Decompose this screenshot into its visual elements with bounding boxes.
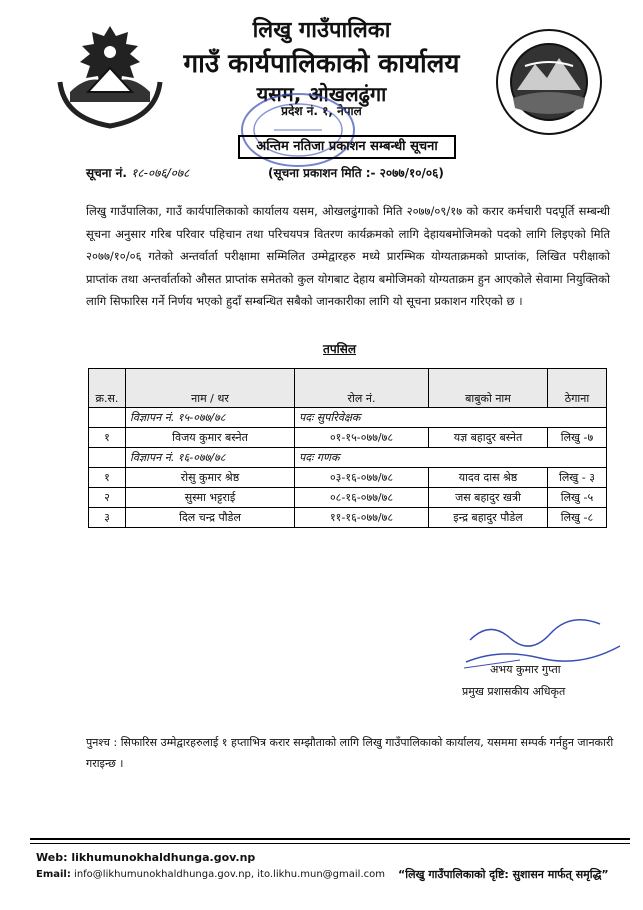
notice-reference (86, 164, 189, 181)
table-row (89, 508, 607, 528)
email-link[interactable]: info@likhumunokhaldhunga.gov.np, ito.likhu.mun@gmail.com (74, 869, 385, 880)
cell-name: दिल चन्द्र पौडेल (126, 508, 295, 528)
table-row (89, 468, 607, 488)
table-row (89, 428, 607, 448)
table-header-row (89, 369, 607, 408)
post-name: पदः सुपरिवेक्षक (295, 408, 607, 428)
cell-father: यादव दास श्रेष्ठ (429, 468, 548, 488)
col-address: ठेगाना (548, 369, 607, 408)
col-serial: क्र.स. (89, 369, 126, 408)
reference-label: सूचना नं. (86, 166, 127, 180)
reference-value: १८-०७६/०७८ (131, 166, 190, 180)
cell-father: जस बहादुर खत्री (429, 488, 548, 508)
postscript-note: पुनश्च : सिफारिस उम्मेद्वारहरुलाई १ हप्ताभित्र करार सम्झौताको लागि लिखु गाउँपालिकाको कार्यालय, यसममा सम्पर्क गर्नहुन जानकारी गराइन्छ । (86, 736, 614, 770)
col-roll: रोल नं. (295, 369, 429, 408)
cell-address: लिखु -७ (548, 428, 607, 448)
cell-address: लिखु - ३ (548, 468, 607, 488)
handwritten-signature-icon (460, 610, 630, 670)
web-label: Web: (36, 851, 68, 864)
signatory-name: अभय कुमार गुप्ता (490, 663, 561, 676)
result-table (88, 368, 607, 528)
cell-serial: ३ (89, 508, 126, 528)
cell-roll: ०३-१६-०७७/७८ (295, 468, 429, 488)
cell-serial: २ (89, 488, 126, 508)
signatory-designation: प्रमुख प्रशासकीय अधिकृत (462, 685, 566, 698)
cell-name: सुस्मा भट्टराई (126, 488, 295, 508)
schedule-heading: तपसिल (323, 342, 357, 356)
cell-address: लिखु -८ (548, 508, 607, 528)
table-row (89, 488, 607, 508)
footer-website (36, 851, 255, 864)
cell-name: रोसु कुमार श्रेष्ठ (126, 468, 295, 488)
office-location: यसम, ओखलढुंगा (256, 82, 387, 106)
web-link[interactable]: likhumunokhaldhunga.gov.np (71, 851, 256, 864)
footer-divider (30, 838, 630, 840)
advert-number: विज्ञापन नं. १५-०७७/७८ (126, 408, 295, 428)
cell-father: यज्ञ बहादुर बस्नेत (429, 428, 548, 448)
notice-body: लिखु गाउँपालिका, गाउँ कार्यपालिकाको कार्यालय यसम, ओखलढुंगाको मिति २०७७/०९/१७ को करार कर्मचारी पदपूर्ति सम्बन्धी सूचना अनुसार गरिब परिवार पहिचान तथा परिचयपत्र वितरण कार्यक्रमको लागि देहायबमोजिमको पदको लागि लिइएको मिति २०७७/१०/०६ गतेको अन्तर्वार्ता परीक्षामा सम्मिलित उम्मेद्वारहरु मध्ये प्रारम्भिक योग्यताक्रमको प्राप्तांक, लिखित परीक्षाको प्राप्तांक तथा अन्तर्वार्ताको औसत प्राप्तांक समेतको कुल योगबाट देहाय बमोजिमको योग्यताक्रम हुन आएकोले सेवामा नियुक्तिको लागि सिफारिस गर्ने निर्णय भएको हुदाँ सम्बन्धित सबैको जानकारीका लागि यो सूचना प्रकाशन गरिएको छ । (86, 204, 610, 308)
province-name: प्रदेश नं. १, नेपाल (281, 104, 362, 118)
cell-father: इन्द्र बहादुर पौडेल (429, 508, 548, 528)
cell-serial: १ (89, 468, 126, 488)
footer-divider-thin (30, 843, 630, 844)
publication-date: (सूचना प्रकाशन मिति :- २०७७/१०/०६) (268, 166, 444, 180)
post-name: पदः गणक (295, 448, 607, 468)
cell-serial: १ (89, 428, 126, 448)
cell-name: विजय कुमार बस्नेत (126, 428, 295, 448)
cell-roll: ०८-१६-०७७/७८ (295, 488, 429, 508)
cell-address: लिखु -५ (548, 488, 607, 508)
group-row (89, 408, 607, 428)
col-name: नाम / थर (126, 369, 295, 408)
footer-slogan: “लिखु गाउँपालिकाको दृष्टि: सुशासन मार्फत् समृद्धि” (398, 868, 609, 881)
footer-email (36, 869, 385, 880)
advert-number: विज्ञापन नं. १६-०७७/७८ (126, 448, 295, 468)
cell-roll: ११-१६-०७७/७८ (295, 508, 429, 528)
group-row (89, 448, 607, 468)
col-father: बाबुको नाम (429, 369, 548, 408)
municipality-name: लिखु गाउँपालिका (252, 18, 391, 43)
notice-title: अन्तिम नतिजा प्रकाशन सम्बन्धी सूचना (238, 135, 456, 159)
cell-roll: ०१-१५-०७७/७८ (295, 428, 429, 448)
email-label: Email: (36, 869, 71, 880)
office-name: गाउँ कार्यपालिकाको कार्यालय (183, 49, 460, 79)
